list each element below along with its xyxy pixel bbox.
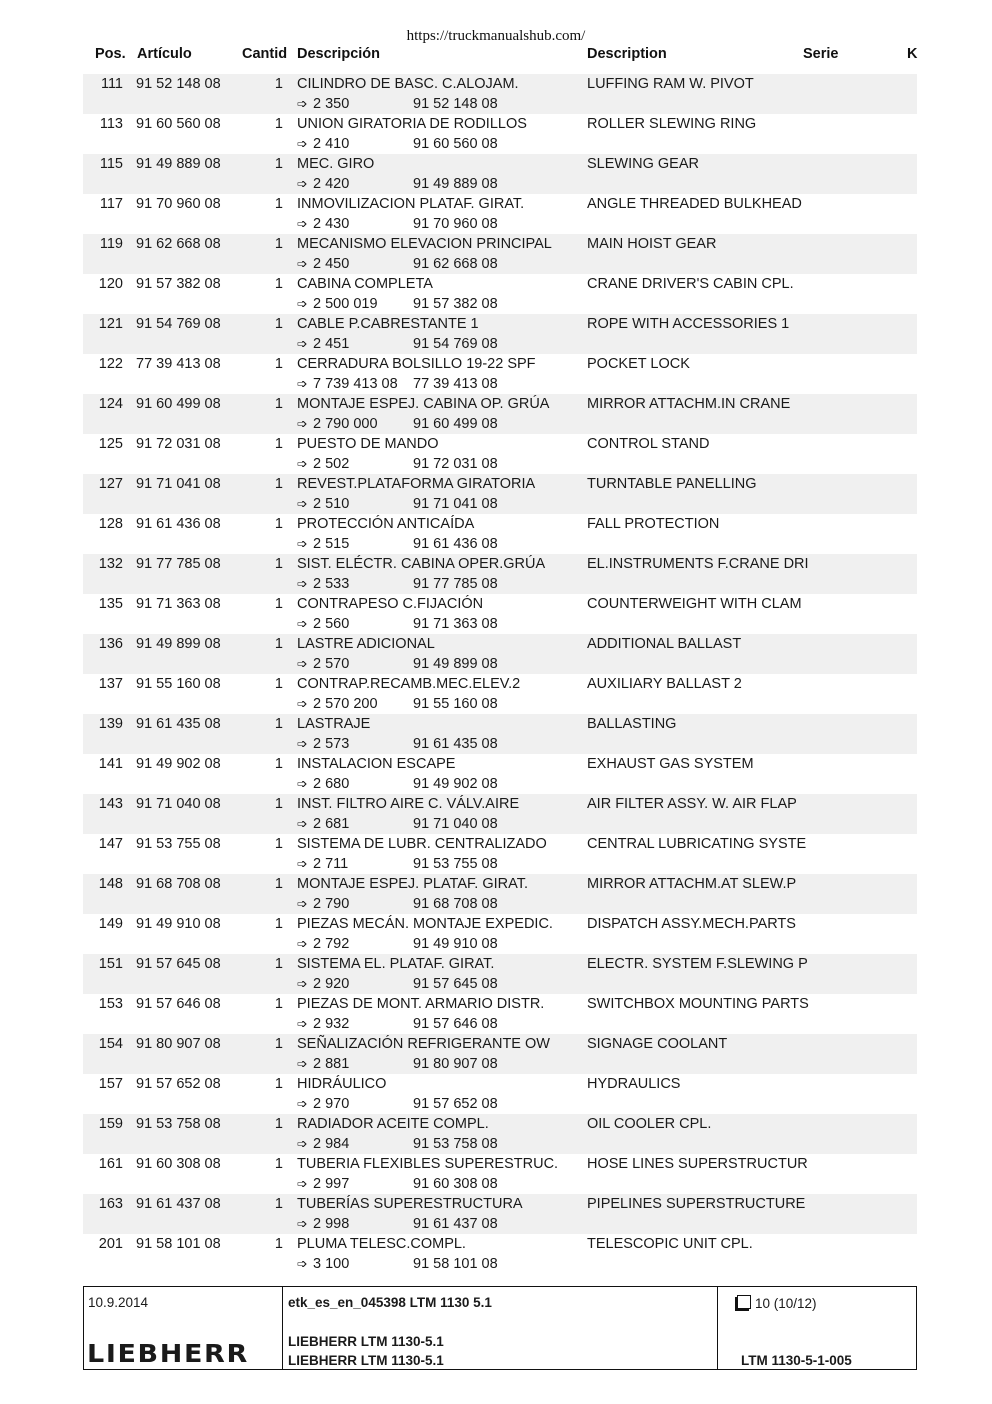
row-description-en: ADDITIONAL BALLAST <box>587 636 742 652</box>
row-article-number: 91 53 758 08 <box>136 1116 221 1132</box>
row-position: 136 <box>98 636 123 652</box>
row-article-number: 91 57 645 08 <box>136 956 221 972</box>
row-description-en: MIRROR ATTACHM.AT SLEW.P <box>587 876 797 892</box>
row-position: 141 <box>98 756 123 772</box>
row-description-es: MONTAJE ESPEJ. CABINA OP. GRÚA <box>297 396 550 412</box>
row-reference-article: 91 49 899 08 <box>413 656 498 672</box>
row-description-en: OIL COOLER CPL. <box>587 1116 712 1132</box>
row-description-en: AIR FILTER ASSY. W. AIR FLAP <box>587 796 797 812</box>
row-reference-article: 91 60 308 08 <box>413 1176 498 1192</box>
row-article-number: 91 62 668 08 <box>136 236 221 252</box>
table-row <box>83 874 917 914</box>
row-quantity: 1 <box>274 76 283 92</box>
row-description-es: SIST. ELÉCTR. CABINA OPER.GRÚA <box>297 556 546 572</box>
row-reference-article: 91 57 645 08 <box>413 976 498 992</box>
row-position: 121 <box>98 316 123 332</box>
row-reference-article: 91 57 652 08 <box>413 1096 498 1112</box>
row-reference-article: 91 77 785 08 <box>413 576 498 592</box>
row-position: 117 <box>99 196 123 212</box>
table-row <box>83 154 917 194</box>
row-quantity: 1 <box>274 516 283 532</box>
row-quantity: 1 <box>274 956 283 972</box>
row-position: 111 <box>100 76 123 92</box>
row-position: 137 <box>98 676 123 692</box>
row-position: 161 <box>98 1156 123 1172</box>
row-reference-article: 77 39 413 08 <box>413 376 498 392</box>
row-reference-article: 91 53 758 08 <box>413 1136 498 1152</box>
row-description-en: HYDRAULICS <box>587 1076 681 1092</box>
row-reference-article: 91 54 769 08 <box>413 336 498 352</box>
row-position: 153 <box>98 996 123 1012</box>
row-description-en: EXHAUST GAS SYSTEM <box>587 756 754 772</box>
row-quantity: 1 <box>274 1156 283 1172</box>
row-reference: 2 573 <box>313 736 350 752</box>
row-article-number: 91 49 902 08 <box>136 756 221 772</box>
row-reference: 2 881 <box>313 1056 350 1072</box>
arrow-icon: ➩ <box>297 536 308 551</box>
row-reference: 7 739 413 08 <box>313 376 398 392</box>
row-article-number: 91 52 148 08 <box>136 76 221 92</box>
row-quantity: 1 <box>274 196 283 212</box>
arrow-icon: ➩ <box>297 296 308 311</box>
row-position: 113 <box>99 116 123 132</box>
header-serie: Serie <box>803 46 839 62</box>
arrow-icon: ➩ <box>297 976 308 991</box>
row-description-es: CONTRAPESO C.FIJACIÓN <box>297 596 484 612</box>
arrow-icon: ➩ <box>297 696 308 711</box>
row-description-en: CRANE DRIVER'S CABIN CPL. <box>587 276 794 292</box>
row-description-es: PIEZAS DE MONT. ARMARIO DISTR. <box>297 996 545 1012</box>
row-article-number: 91 54 769 08 <box>136 316 221 332</box>
footer-date: 10.9.2014 <box>88 1295 149 1310</box>
table-row <box>83 194 917 234</box>
table-row <box>83 314 917 354</box>
row-quantity: 1 <box>274 356 283 372</box>
row-description-en: LUFFING RAM W. PIVOT <box>587 76 754 92</box>
row-quantity: 1 <box>274 596 283 612</box>
table-row <box>83 1074 917 1114</box>
row-reference-article: 91 68 708 08 <box>413 896 498 912</box>
arrow-icon: ➩ <box>297 136 308 151</box>
table-row <box>83 1114 917 1154</box>
row-description-es: SEÑALIZACIÓN REFRIGERANTE OW <box>297 1036 550 1052</box>
arrow-icon: ➩ <box>297 1136 308 1151</box>
row-reference: 2 560 <box>313 616 350 632</box>
row-description-en: PIPELINES SUPERSTRUCTURE <box>587 1196 806 1212</box>
row-reference: 2 430 <box>313 216 350 232</box>
row-reference: 2 920 <box>313 976 350 992</box>
arrow-icon: ➩ <box>297 896 308 911</box>
row-reference-article: 91 60 560 08 <box>413 136 498 152</box>
row-quantity: 1 <box>274 876 283 892</box>
row-description-en: HOSE LINES SUPERSTRUCTUR <box>587 1156 808 1172</box>
row-description-es: INMOVILIZACION PLATAF. GIRAT. <box>297 196 525 212</box>
table-row <box>83 1234 917 1274</box>
row-description-es: SISTEMA DE LUBR. CENTRALIZADO <box>297 836 547 852</box>
table-row <box>83 594 917 634</box>
row-article-number: 91 70 960 08 <box>136 196 221 212</box>
row-reference-article: 91 49 902 08 <box>413 776 498 792</box>
row-reference-article: 91 71 041 08 <box>413 496 498 512</box>
table-row <box>83 634 917 674</box>
row-quantity: 1 <box>274 276 283 292</box>
row-quantity: 1 <box>274 1236 283 1252</box>
row-reference-article: 91 53 755 08 <box>413 856 498 872</box>
row-article-number: 91 68 708 08 <box>136 876 221 892</box>
row-reference: 2 533 <box>313 576 350 592</box>
table-row <box>83 714 917 754</box>
row-reference: 3 100 <box>313 1256 350 1272</box>
footer-document-id: etk_es_en_045398 LTM 1130 5.1 <box>288 1295 492 1310</box>
row-description-en: TELESCOPIC UNIT CPL. <box>587 1236 753 1252</box>
row-description-es: TUBERIA FLEXIBLES SUPERESTRUC. <box>297 1156 559 1172</box>
arrow-icon: ➩ <box>297 496 308 511</box>
row-position: 125 <box>98 436 123 452</box>
row-reference-article: 91 62 668 08 <box>413 256 498 272</box>
row-description-es: MEC. GIRO <box>297 156 375 172</box>
page-icon <box>737 1295 751 1309</box>
row-article-number: 91 49 889 08 <box>136 156 221 172</box>
table-header <box>0 46 992 64</box>
row-position: 120 <box>98 276 123 292</box>
row-description-en: EL.INSTRUMENTS F.CRANE DRI <box>587 556 809 572</box>
row-article-number: 91 61 435 08 <box>136 716 221 732</box>
row-article-number: 91 49 910 08 <box>136 916 221 932</box>
row-article-number: 77 39 413 08 <box>136 356 221 372</box>
row-description-en: DISPATCH ASSY.MECH.PARTS <box>587 916 796 932</box>
row-article-number: 91 61 436 08 <box>136 516 221 532</box>
row-article-number: 91 49 899 08 <box>136 636 221 652</box>
row-reference-article: 91 70 960 08 <box>413 216 498 232</box>
row-description-en: SLEWING GEAR <box>587 156 699 172</box>
row-description-es: HIDRÁULICO <box>297 1076 387 1092</box>
row-position: 148 <box>98 876 123 892</box>
row-reference: 2 451 <box>313 336 350 352</box>
row-description-es: CONTRAP.RECAMB.MEC.ELEV.2 <box>297 676 521 692</box>
row-reference-article: 91 57 382 08 <box>413 296 498 312</box>
table-row <box>83 394 917 434</box>
row-reference: 2 790 <box>313 896 350 912</box>
row-article-number: 91 71 041 08 <box>136 476 221 492</box>
row-reference: 2 711 <box>313 856 349 872</box>
table-row <box>83 274 917 314</box>
arrow-icon: ➩ <box>297 736 308 751</box>
arrow-icon: ➩ <box>297 416 308 431</box>
row-position: 163 <box>98 1196 123 1212</box>
row-position: 139 <box>98 716 123 732</box>
row-description-es: LASTRAJE <box>297 716 371 732</box>
row-reference: 2 680 <box>313 776 350 792</box>
arrow-icon: ➩ <box>297 616 308 631</box>
table-row <box>83 754 917 794</box>
row-article-number: 91 80 907 08 <box>136 1036 221 1052</box>
row-reference: 2 350 <box>313 96 350 112</box>
header-descripcion: Descripción <box>297 46 380 62</box>
footer-page-number: 10 (10/12) <box>755 1296 817 1311</box>
table-row <box>83 994 917 1034</box>
row-description-en: AUXILIARY BALLAST 2 <box>587 676 742 692</box>
row-reference-article: 91 57 646 08 <box>413 1016 498 1032</box>
row-quantity: 1 <box>274 996 283 1012</box>
arrow-icon: ➩ <box>297 176 308 191</box>
table-row <box>83 1154 917 1194</box>
table-row <box>83 1194 917 1234</box>
row-quantity: 1 <box>274 676 283 692</box>
table-row <box>83 1034 917 1074</box>
row-article-number: 91 53 755 08 <box>136 836 221 852</box>
footer-page <box>737 1295 817 1311</box>
arrow-icon: ➩ <box>297 216 308 231</box>
row-description-es: CERRADURA BOLSILLO 19-22 SPF <box>297 356 536 372</box>
row-article-number: 91 57 646 08 <box>136 996 221 1012</box>
row-reference: 2 410 <box>313 136 350 152</box>
row-position: 127 <box>98 476 123 492</box>
row-reference: 2 932 <box>313 1016 350 1032</box>
row-article-number: 91 71 040 08 <box>136 796 221 812</box>
row-reference: 2 790 000 <box>313 416 378 432</box>
row-quantity: 1 <box>274 836 283 852</box>
row-position: 201 <box>98 1236 123 1252</box>
row-article-number: 91 60 560 08 <box>136 116 221 132</box>
row-description-es: CILINDRO DE BASC. C.ALOJAM. <box>297 76 519 92</box>
row-position: 149 <box>98 916 123 932</box>
arrow-icon: ➩ <box>297 1176 308 1191</box>
row-quantity: 1 <box>274 756 283 772</box>
row-reference-article: 91 72 031 08 <box>413 456 498 472</box>
row-description-en: ROLLER SLEWING RING <box>587 116 757 132</box>
row-quantity: 1 <box>274 716 283 732</box>
row-position: 128 <box>98 516 123 532</box>
row-position: 159 <box>98 1116 123 1132</box>
row-description-es: PIEZAS MECÁN. MONTAJE EXPEDIC. <box>297 916 553 932</box>
row-article-number: 91 60 499 08 <box>136 396 221 412</box>
row-reference: 2 970 <box>313 1096 350 1112</box>
row-position: 143 <box>98 796 123 812</box>
row-position: 122 <box>98 356 123 372</box>
arrow-icon: ➩ <box>297 376 308 391</box>
row-position: 124 <box>98 396 123 412</box>
row-description-en: SWITCHBOX MOUNTING PARTS <box>587 996 809 1012</box>
row-description-es: PLUMA TELESC.COMPL. <box>297 1236 466 1252</box>
row-reference: 2 500 019 <box>313 296 378 312</box>
row-article-number: 91 55 160 08 <box>136 676 221 692</box>
row-description-es: PUESTO DE MANDO <box>297 436 439 452</box>
row-position: 119 <box>99 236 123 252</box>
row-description-en: SIGNAGE COOLANT <box>587 1036 728 1052</box>
row-quantity: 1 <box>274 1196 283 1212</box>
header-pos: Pos. <box>95 46 126 62</box>
row-description-es: INST. FILTRO AIRE C. VÁLV.AIRE <box>297 796 520 812</box>
row-reference: 2 997 <box>313 1176 350 1192</box>
footer-box <box>83 1286 917 1370</box>
table-row <box>83 474 917 514</box>
row-position: 135 <box>98 596 123 612</box>
row-quantity: 1 <box>274 316 283 332</box>
row-article-number: 91 58 101 08 <box>136 1236 221 1252</box>
row-article-number: 91 60 308 08 <box>136 1156 221 1172</box>
table-row <box>83 794 917 834</box>
row-quantity: 1 <box>274 156 283 172</box>
parts-table <box>83 74 917 1274</box>
row-description-es: PROTECCIÓN ANTICAÍDA <box>297 516 475 532</box>
row-quantity: 1 <box>274 636 283 652</box>
row-reference: 2 984 <box>313 1136 350 1152</box>
row-description-en: MAIN HOIST GEAR <box>587 236 717 252</box>
row-reference-article: 91 49 910 08 <box>413 936 498 952</box>
row-article-number: 91 57 382 08 <box>136 276 221 292</box>
row-description-es: RADIADOR ACEITE COMPL. <box>297 1116 489 1132</box>
row-reference-article: 91 61 436 08 <box>413 536 498 552</box>
arrow-icon: ➩ <box>297 1056 308 1071</box>
footer-model-line-2: LIEBHERR LTM 1130-5.1 <box>288 1353 444 1368</box>
row-article-number: 91 72 031 08 <box>136 436 221 452</box>
table-row <box>83 74 917 114</box>
arrow-icon: ➩ <box>297 656 308 671</box>
liebherr-logo: LIEBHERR <box>87 1339 249 1368</box>
row-description-en: CENTRAL LUBRICATING SYSTE <box>587 836 807 852</box>
header-k: K <box>907 46 918 62</box>
arrow-icon: ➩ <box>297 576 308 591</box>
arrow-icon: ➩ <box>297 456 308 471</box>
arrow-icon: ➩ <box>297 1016 308 1031</box>
row-quantity: 1 <box>274 916 283 932</box>
row-description-en: FALL PROTECTION <box>587 516 720 532</box>
row-quantity: 1 <box>274 116 283 132</box>
row-quantity: 1 <box>274 556 283 572</box>
row-description-es: MONTAJE ESPEJ. PLATAF. GIRAT. <box>297 876 528 892</box>
table-row <box>83 514 917 554</box>
table-row <box>83 834 917 874</box>
table-row <box>83 434 917 474</box>
row-quantity: 1 <box>274 396 283 412</box>
row-description-es: REVEST.PLATAFORMA GIRATORIA <box>297 476 536 492</box>
arrow-icon: ➩ <box>297 336 308 351</box>
row-quantity: 1 <box>274 476 283 492</box>
footer-divider <box>717 1287 718 1369</box>
row-description-es: MECANISMO ELEVACION PRINCIPAL <box>297 236 552 252</box>
table-row <box>83 914 917 954</box>
table-row <box>83 674 917 714</box>
row-article-number: 91 61 437 08 <box>136 1196 221 1212</box>
row-description-es: INSTALACION ESCAPE <box>297 756 456 772</box>
row-reference: 2 792 <box>313 936 350 952</box>
row-reference: 2 570 <box>313 656 350 672</box>
table-row <box>83 554 917 594</box>
row-description-en: ELECTR. SYSTEM F.SLEWING P <box>587 956 808 972</box>
row-description-es: TUBERÍAS SUPERESTRUCTURA <box>297 1196 523 1212</box>
arrow-icon: ➩ <box>297 1256 308 1271</box>
row-quantity: 1 <box>274 1076 283 1092</box>
row-description-en: BALLASTING <box>587 716 677 732</box>
row-quantity: 1 <box>274 796 283 812</box>
row-reference-article: 91 58 101 08 <box>413 1256 498 1272</box>
row-description-es: CABLE P.CABRESTANTE 1 <box>297 316 479 332</box>
row-description-es: SISTEMA EL. PLATAF. GIRAT. <box>297 956 495 972</box>
row-reference-article: 91 52 148 08 <box>413 96 498 112</box>
row-reference: 2 510 <box>313 496 350 512</box>
row-description-en: MIRROR ATTACHM.IN CRANE <box>587 396 791 412</box>
row-position: 132 <box>98 556 123 572</box>
row-quantity: 1 <box>274 236 283 252</box>
row-article-number: 91 77 785 08 <box>136 556 221 572</box>
row-reference: 2 681 <box>313 816 350 832</box>
row-reference-article: 91 61 437 08 <box>413 1216 498 1232</box>
row-quantity: 1 <box>274 436 283 452</box>
row-reference: 2 502 <box>313 456 350 472</box>
footer-model-line-1: LIEBHERR LTM 1130-5.1 <box>288 1334 444 1349</box>
row-description-en: COUNTERWEIGHT WITH CLAM <box>587 596 802 612</box>
row-position: 154 <box>98 1036 123 1052</box>
row-reference: 2 570 200 <box>313 696 378 712</box>
row-description-en: POCKET LOCK <box>587 356 690 372</box>
row-position: 147 <box>98 836 123 852</box>
row-reference-article: 91 71 363 08 <box>413 616 498 632</box>
row-article-number: 91 57 652 08 <box>136 1076 221 1092</box>
header-description: Description <box>587 46 667 62</box>
row-position: 151 <box>98 956 123 972</box>
row-reference-article: 91 55 160 08 <box>413 696 498 712</box>
row-description-en: ANGLE THREADED BULKHEAD <box>587 196 802 212</box>
row-reference-article: 91 60 499 08 <box>413 416 498 432</box>
row-description-en: CONTROL STAND <box>587 436 710 452</box>
row-reference: 2 450 <box>313 256 350 272</box>
arrow-icon: ➩ <box>297 856 308 871</box>
footer-code: LTM 1130-5-1-005 <box>741 1353 852 1368</box>
arrow-icon: ➩ <box>297 936 308 951</box>
arrow-icon: ➩ <box>297 1096 308 1111</box>
header-articulo: Artículo <box>137 46 192 62</box>
row-quantity: 1 <box>274 1036 283 1052</box>
row-description-en: ROPE WITH ACCESSORIES 1 <box>587 316 790 332</box>
row-position: 115 <box>99 156 123 172</box>
footer-divider <box>282 1287 283 1369</box>
row-reference-article: 91 71 040 08 <box>413 816 498 832</box>
row-position: 157 <box>98 1076 123 1092</box>
arrow-icon: ➩ <box>297 96 308 111</box>
header-cantid: Cantid <box>242 46 288 62</box>
row-quantity: 1 <box>274 1116 283 1132</box>
table-row <box>83 354 917 394</box>
table-row <box>83 954 917 994</box>
source-url[interactable]: https://truckmanualshub.com/ <box>406 28 586 44</box>
arrow-icon: ➩ <box>297 1216 308 1231</box>
row-description-en: TURNTABLE PANELLING <box>587 476 757 492</box>
table-row <box>83 114 917 154</box>
arrow-icon: ➩ <box>297 816 308 831</box>
table-row <box>83 234 917 274</box>
row-reference: 2 998 <box>313 1216 350 1232</box>
row-reference-article: 91 80 907 08 <box>413 1056 498 1072</box>
arrow-icon: ➩ <box>297 256 308 271</box>
arrow-icon: ➩ <box>297 776 308 791</box>
row-article-number: 91 71 363 08 <box>136 596 221 612</box>
row-reference: 2 515 <box>313 536 350 552</box>
row-reference-article: 91 61 435 08 <box>413 736 498 752</box>
row-reference: 2 420 <box>313 176 350 192</box>
row-description-es: UNION GIRATORIA DE RODILLOS <box>297 116 527 132</box>
row-reference-article: 91 49 889 08 <box>413 176 498 192</box>
row-description-es: CABINA COMPLETA <box>297 276 433 292</box>
row-description-es: LASTRE ADICIONAL <box>297 636 435 652</box>
